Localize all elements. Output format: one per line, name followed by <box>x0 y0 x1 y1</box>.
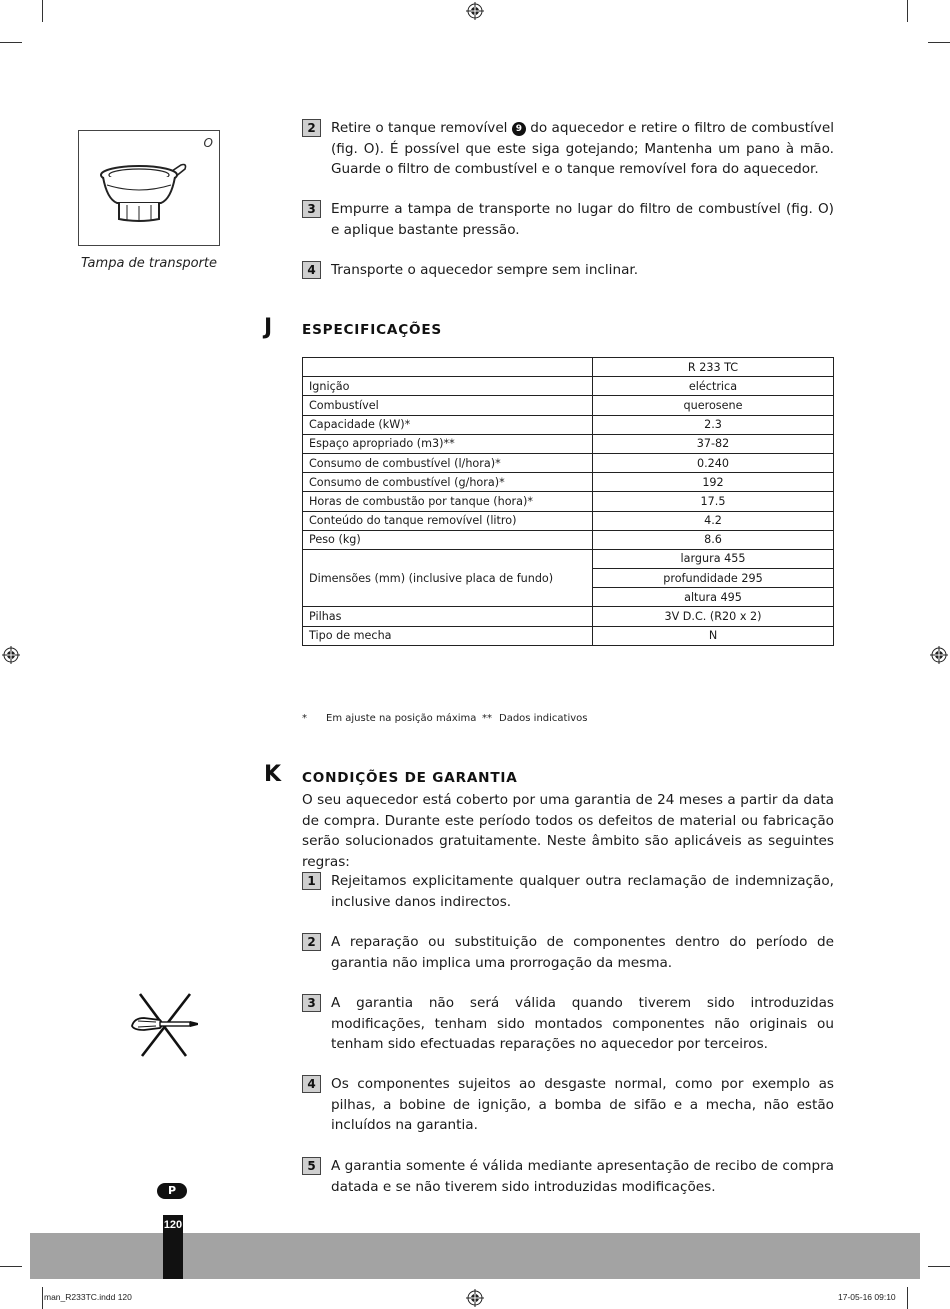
step-text: A garantia não será válida quando tiverem sido introduzidas modificações, tenham sido montados componentes não originais ou tenham sido efectuadas reparações no aquecedor por terceiros. <box>331 995 834 1052</box>
spec-value: eléctrica <box>593 377 834 396</box>
step-text: A reparação ou substituição de componentes dentro do período de garantia não implica uma prorrogação da mesma. <box>331 934 834 971</box>
spec-value: 192 <box>593 473 834 492</box>
spec-value: 37-82 <box>593 434 834 453</box>
no-screwdriver-icon <box>130 990 202 1060</box>
step-number: 1 <box>302 872 321 890</box>
step-text: A garantia somente é válida mediante apresentação de recibo de compra datada e se não tiverem sido introduzidas modificações. <box>331 1158 834 1195</box>
spec-label: Consumo de combustível (g/hora)* <box>303 473 593 492</box>
table-row <box>303 492 834 511</box>
spec-value: profundidade 295 <box>593 569 834 588</box>
crop-mark <box>907 0 908 22</box>
figure-caption: Tampa de transporte <box>80 256 217 271</box>
spec-value: 2.3 <box>593 415 834 434</box>
step-text: Empurre a tampa de transporte no lugar do filtro de combustível (fig. O) e aplique bastante pressão. <box>331 201 834 238</box>
warranty-item <box>302 993 834 1055</box>
part-reference-badge: 9 <box>512 122 526 136</box>
registration-mark-icon <box>466 1289 484 1307</box>
crop-mark <box>907 1287 908 1309</box>
table-row <box>303 511 834 530</box>
spec-value: N <box>593 626 834 645</box>
step-item <box>302 118 834 180</box>
footnote-marker: ** <box>482 713 492 724</box>
step-text: Retire o tanque removível 9 do aquecedor e retire o filtro de combustível (fig. O). É possível que este siga gotejando; Mantenha um pano à mão. Guarde o filtro de combustível e o tanque removível fora do aquecedor. <box>331 120 834 177</box>
table-row <box>303 607 834 626</box>
spec-value: querosene <box>593 396 834 415</box>
step-text: Transporte o aquecedor sempre sem inclinar. <box>331 262 639 278</box>
table-row <box>303 549 834 568</box>
spec-label: Pilhas <box>303 607 593 626</box>
step-number: 4 <box>302 1075 321 1093</box>
registration-mark-icon <box>2 646 20 664</box>
step-number: 3 <box>302 994 321 1012</box>
table-row <box>303 626 834 645</box>
table-row <box>303 377 834 396</box>
crop-mark <box>928 42 950 43</box>
language-badge: P <box>157 1183 187 1199</box>
footnote-text: Em ajuste na posição máxima <box>326 713 477 724</box>
date-slug: 17-05-16 09:10 <box>838 1292 896 1302</box>
section-letter: K <box>264 762 282 787</box>
warranty-item <box>302 871 834 912</box>
section-letter: J <box>264 315 273 340</box>
spec-label: Combustível <box>303 396 593 415</box>
spec-label: Consumo de combustível (l/hora)* <box>303 453 593 472</box>
crop-mark <box>42 1287 43 1309</box>
page-number: 120 <box>163 1219 183 1231</box>
spec-value: 17.5 <box>593 492 834 511</box>
section-title: CONDIÇÕES DE GARANTIA <box>302 770 518 786</box>
warranty-item <box>302 1156 834 1197</box>
spec-label: Dimensões (mm) (inclusive placa de fundo) <box>303 549 593 607</box>
spec-label: Espaço apropriado (m3)** <box>303 434 593 453</box>
crop-mark <box>42 0 43 22</box>
crop-mark <box>928 1266 950 1267</box>
step-number: 3 <box>302 200 321 218</box>
spec-value: 0.240 <box>593 453 834 472</box>
table-row <box>303 434 834 453</box>
step-number: 4 <box>302 261 321 279</box>
table-row <box>303 453 834 472</box>
spec-label: Horas de combustão por tanque (hora)* <box>303 492 593 511</box>
crop-mark <box>0 1266 22 1267</box>
table-row <box>303 530 834 549</box>
spec-value: 8.6 <box>593 530 834 549</box>
table-row <box>303 415 834 434</box>
spec-value: 3V D.C. (R20 x 2) <box>593 607 834 626</box>
spec-value: largura 455 <box>593 549 834 568</box>
table-row <box>303 473 834 492</box>
crop-mark <box>0 42 22 43</box>
table-row <box>303 358 834 377</box>
warranty-intro: O seu aquecedor está coberto por uma garantia de 24 meses a partir da data de compra. Durante este período todos os defeitos de material ou fabricação serão solucionados gratuitamente. Neste âmbito são aplicáveis as seguintes regras: <box>302 792 834 870</box>
figure-box <box>78 130 220 246</box>
table-cell <box>303 358 593 377</box>
step-item <box>302 199 834 240</box>
step-item <box>302 260 834 281</box>
spec-label: Capacidade (kW)* <box>303 415 593 434</box>
table-row <box>303 396 834 415</box>
spec-label: Tipo de mecha <box>303 626 593 645</box>
step-number: 5 <box>302 1157 321 1175</box>
warranty-item <box>302 932 834 973</box>
spec-table <box>302 357 834 646</box>
registration-mark-icon <box>930 646 948 664</box>
section-title: ESPECIFICAÇÕES <box>302 322 443 338</box>
registration-mark-icon <box>466 2 484 20</box>
spec-value: altura 495 <box>593 588 834 607</box>
file-slug: man_R233TC.indd 120 <box>44 1292 132 1302</box>
step-text: Os componentes sujeitos ao desgaste normal, como por exemplo as pilhas, a bobine de ignição, a bomba de sifão e a mecha, não estão incluídos na garantia. <box>331 1076 834 1133</box>
step-text: Rejeitamos explicitamente qualquer outra reclamação de indemnização, inclusive danos indirectos. <box>331 873 834 910</box>
footnotes <box>302 713 588 724</box>
footnote-text: Dados indicativos <box>499 713 588 724</box>
warranty-item <box>302 1074 834 1136</box>
figure-letter: O <box>203 136 213 150</box>
step-number: 2 <box>302 933 321 951</box>
spec-label: Ignição <box>303 377 593 396</box>
spec-value: 4.2 <box>593 511 834 530</box>
step-number: 2 <box>302 119 321 137</box>
footnote-marker: * <box>302 713 307 724</box>
model-header: R 233 TC <box>593 358 834 377</box>
spec-label: Peso (kg) <box>303 530 593 549</box>
transport-cap-icon <box>97 149 189 225</box>
spec-label: Conteúdo do tanque removível (litro) <box>303 511 593 530</box>
